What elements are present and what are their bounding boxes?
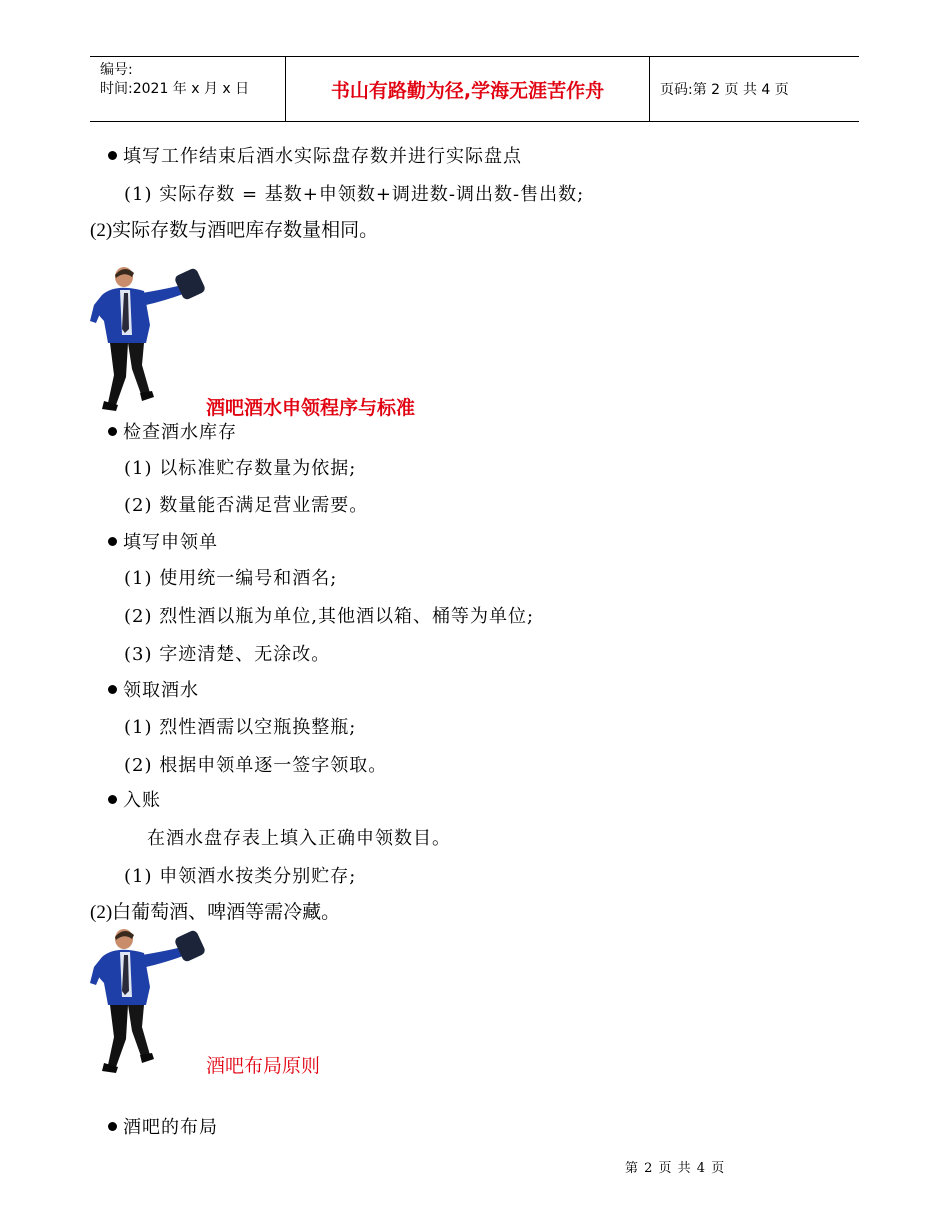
running-businessman-icon [86, 927, 211, 1077]
list-item: (1) 烈性酒需以空瓶换整瓶; [124, 717, 357, 738]
section-title: 酒吧酒水申领程序与标准 [206, 397, 416, 419]
bullet-text: 填写工作结束后酒水实际盘存数并进行实际盘点 [123, 146, 522, 167]
list-item: (3) 字迹清楚、无涂改。 [124, 644, 331, 665]
list-item: (1) 实际存数 = 基数+申领数+调进数-调出数-售出数; [124, 184, 585, 205]
list-item: (2) 烈性酒以瓶为单位,其他酒以箱、桶等为单位; [124, 606, 535, 627]
bullet-dot-icon [108, 685, 117, 694]
bullet-dot-icon [108, 427, 117, 436]
bullet-item [108, 1116, 218, 1140]
list-item: (2) 根据申领单逐一签字领取。 [124, 755, 388, 776]
header-motto: 书山有路勤为径,学海无涯苦作舟 [286, 57, 650, 121]
list-item: (2) 数量能否满足营业需要。 [124, 495, 369, 516]
bullet-dot-icon [108, 1122, 117, 1131]
bullet-item [108, 789, 161, 813]
bullet-item [108, 421, 237, 445]
list-item: (2)实际存数与酒吧库存数量相同。 [90, 220, 379, 241]
bullet-dot-icon [108, 537, 117, 546]
bullet-text: 领取酒水 [123, 680, 199, 701]
list-item: (1) 申领酒水按类分别贮存; [124, 866, 357, 887]
list-item: (1) 以标准贮存数量为依据; [124, 458, 357, 479]
bullet-item [108, 531, 218, 555]
code-label: 编号: [100, 62, 133, 78]
note-text: 在酒水盘存表上填入正确申领数目。 [147, 828, 451, 849]
header-page-info: 页码:第 2 页 共 4 页 [660, 82, 789, 98]
bullet-text: 酒吧的布局 [123, 1117, 218, 1138]
page-header [90, 56, 859, 122]
running-businessman-icon [86, 265, 211, 415]
list-item: (2)白葡萄酒、啤酒等需冷藏。 [90, 902, 341, 923]
bullet-text: 检查酒水库存 [123, 422, 237, 443]
page-footer: 第 2 页 共 4 页 [625, 1161, 726, 1176]
section-title: 酒吧布局原则 [206, 1056, 321, 1077]
time-label: 时间:2021 年 x 月 x 日 [100, 81, 250, 97]
bullet-item [108, 145, 522, 169]
bullet-dot-icon [108, 795, 117, 804]
header-meta [90, 57, 286, 121]
bullet-text: 入账 [123, 790, 161, 811]
bullet-dot-icon [108, 151, 117, 160]
bullet-text: 填写申领单 [123, 532, 218, 553]
bullet-item [108, 679, 199, 703]
list-item: (1) 使用统一编号和酒名; [124, 568, 338, 589]
